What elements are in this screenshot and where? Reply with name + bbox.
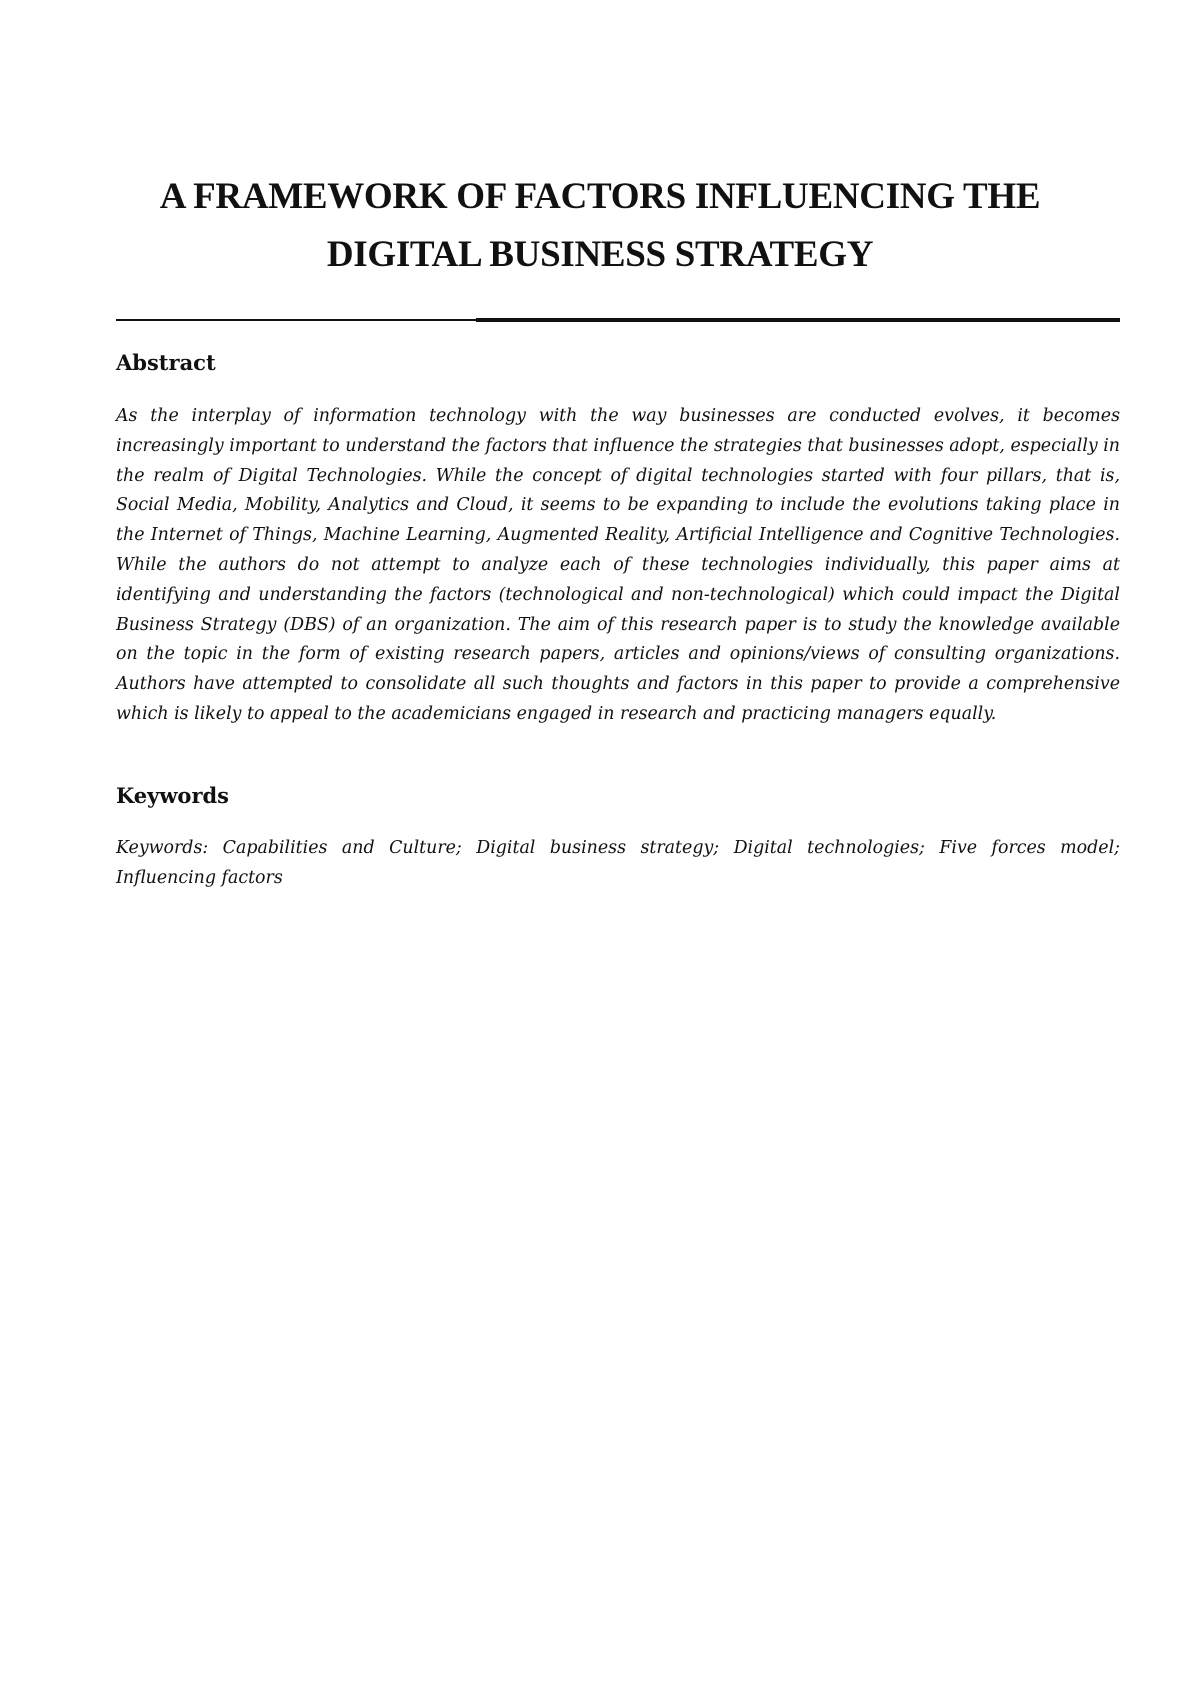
title-line-1: A FRAMEWORK OF FACTORS INFLUENCING THE (159, 176, 1041, 217)
title-divider-thin (116, 319, 478, 321)
abstract-heading: Abstract (116, 350, 216, 375)
keywords-heading: Keywords (116, 783, 230, 808)
keywords-text: Keywords: Capabilities and Culture; Digital business strategy; Digital technologies; Five forces model; Influencing factors (116, 838, 1120, 888)
paper-title (116, 168, 1084, 284)
title-line-2: DIGITAL BUSINESS STRATEGY (326, 234, 874, 275)
title-divider-thick (476, 318, 1120, 322)
abstract-text: As the interplay of information technology with the way businesses are conducted evolves, it becomes increasingly important to understand the factors that influence the strategies that businesses adopt, especially in the realm of Digital Technologies. While the concept of digital technologies started with four pillars, that is, Social Media, Mobility, Analytics and Cloud, it seems to be expanding to include the evolutions taking place in the Internet of Things, Machine Learning, Augmented Reality, Artificial Intelligence and Cognitive Technologies. While the authors do not attempt to analyze each of these technologies individually, this paper aims at identifying and understanding the factors (technological and non-technological) which could impact the Digital Business Strategy (DBS) of an organization. The aim of this research paper is to study the knowledge available on the topic in the form of existing research papers, articles and opinions/views of consulting organizations. Authors have attempted to consolidate all such thoughts and factors in this paper to provide a comprehensive which is likely to appeal to the academicians engaged in research and practicing managers equally. (116, 406, 1120, 724)
